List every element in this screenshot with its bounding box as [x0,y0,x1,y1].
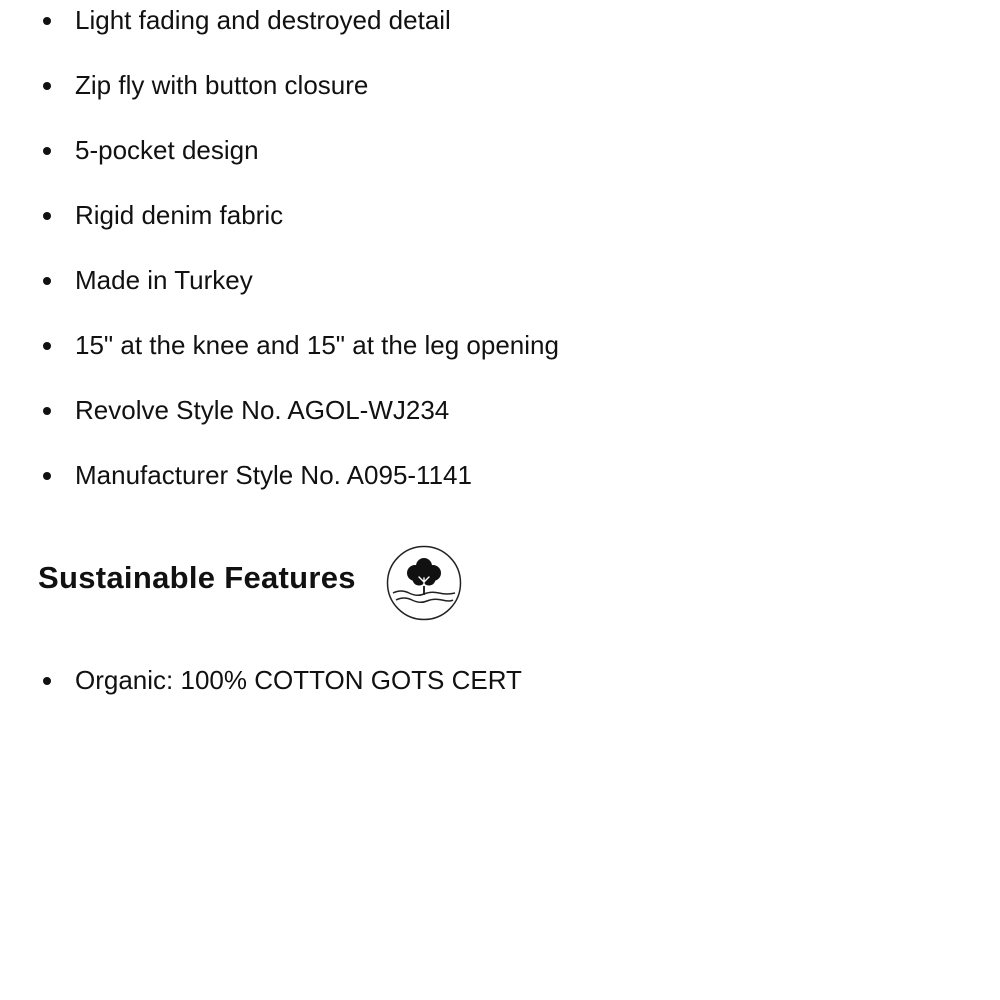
bullet-icon [43,277,51,285]
detail-item [75,65,368,105]
detail-item [75,0,451,40]
bullet-icon [43,212,51,220]
organic-cotton-icon [386,545,462,621]
sustainable-features-heading: Sustainable Features [38,560,356,595]
bullet-icon [43,677,51,685]
bullet-icon [43,342,51,350]
sustainable-item [75,660,522,700]
detail-text: Light fading and destroyed detail [75,5,451,35]
detail-text: 15" at the knee and 15" at the leg opening [75,330,559,360]
detail-item [75,195,283,235]
detail-text: 5-pocket design [75,135,259,165]
sustainable-text: Organic: 100% COTTON GOTS CERT [75,665,522,695]
detail-text: Manufacturer Style No. A095-1141 [75,460,472,490]
detail-item [75,455,472,495]
bullet-icon [43,82,51,90]
detail-text: Zip fly with button closure [75,70,369,100]
detail-item [75,260,253,300]
detail-text: Rigid denim fabric [75,200,284,230]
detail-item [75,130,259,170]
detail-text: Made in Turkey [75,265,253,295]
bullet-icon [43,147,51,155]
bullet-icon [43,17,51,25]
bullet-icon [43,472,51,480]
detail-text: Revolve Style No. AGOL-WJ234 [75,395,450,425]
bullet-icon [43,407,51,415]
detail-item [75,325,559,365]
detail-item [75,390,449,430]
